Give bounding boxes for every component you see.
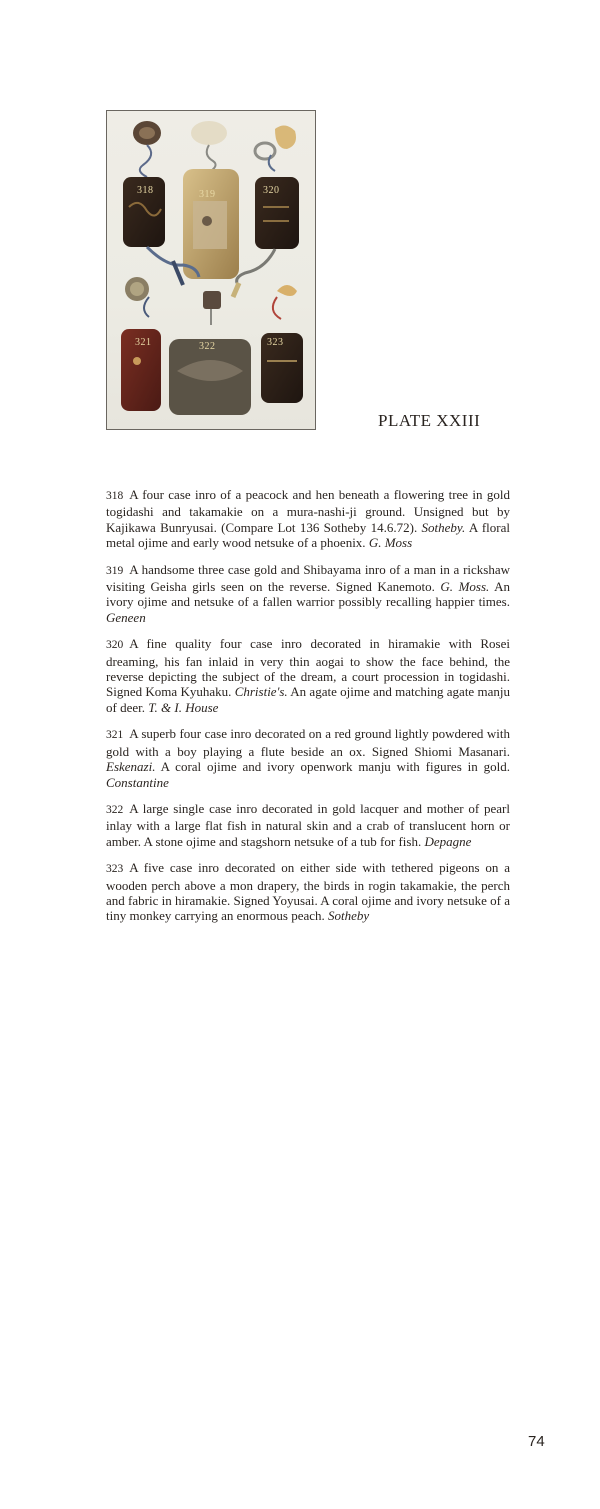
plate-photograph — [106, 110, 316, 430]
entry-text: A handsome three case gold and Shibayama inro of a man in a rickshaw visiting Geisha girls seen on the reverse. Signed Kanemoto. — [106, 561, 510, 595]
entry-text: A superb four case inro decorated on a red ground lightly powdered with gold with a boy playing a flute beside an ox. Signed Shiomi Masanari. — [106, 726, 510, 759]
plate-label-319: 319 — [199, 189, 216, 200]
inro-photo-illustration — [107, 111, 315, 429]
catalogue-entry-321 — [106, 726, 510, 790]
entry-text-continued: An ivory ojime and netsuke of a fallen warrior possibly recalling happier times. — [106, 579, 510, 610]
entry-source-second: T. & I. House — [148, 699, 219, 715]
plate-title: PLATE XXIII — [378, 411, 481, 430]
entry-number: 321 — [106, 729, 124, 742]
entry-text: A fine quality four case inro decorated in hiramakie with Rosei dreaming, his fan inlaid in very thin aogai to show the face behind, the reverse depicting the subject of the dream, a court procession in togidashi. Signed Koma Kyuhaku. — [106, 636, 510, 700]
entry-number: 319 — [106, 564, 124, 577]
entry-source: Christie's. — [234, 684, 288, 700]
catalogue-entry-318 — [106, 487, 510, 551]
entry-number: 323 — [106, 863, 124, 876]
catalogue-entries — [106, 487, 510, 935]
catalogue-entry-320 — [106, 636, 510, 715]
entry-source: Sotheby — [328, 908, 370, 924]
entry-text-continued: A coral ojime and ivory openwork manju with figures in gold. — [160, 759, 510, 775]
entry-source: Sotheby. — [421, 519, 466, 535]
plate-label-322: 322 — [199, 341, 216, 352]
entry-text: A four case inro of a peacock and hen beneath a flowering tree in gold togidashi and takamakie on a mura-nashi-ji ground. Unsigned but by Kajikawa Bunryusai. (Compare Lot 136 Sotheby 14.6.72). — [106, 487, 510, 535]
entry-text: A five case inro decorated on either side with tethered pigeons on a wooden perch above a mon drapery, the birds in rogin takamakie, the perch and fabric in hiramakie. Signed Yoyusai. A coral ojime and ivory netsuke of a tiny monkey carrying an enormous peach. — [106, 860, 510, 924]
entry-source-second: Constantine — [106, 774, 169, 790]
entry-source-second: Geneen — [106, 609, 146, 625]
plate-label-320: 320 — [263, 185, 280, 196]
plate-label-323: 323 — [267, 337, 284, 348]
plate-label-318: 318 — [137, 185, 154, 196]
entry-source: Depagne — [424, 833, 472, 849]
page-number: 74 — [528, 1433, 545, 1450]
entry-source-second: G. Moss — [368, 535, 413, 551]
entry-number: 322 — [106, 803, 124, 816]
entry-text-continued: A floral metal ojime and early wood netsuke of a phoenix. — [106, 519, 510, 551]
entry-text: A large single case inro decorated in gold lacquer and mother of pearl inlay with a large flat fish in natural skin and a crab of translucent horn or amber. A stone ojime and stagshorn netsuke of a tub for fish. — [106, 800, 510, 849]
catalogue-entry-319 — [106, 562, 510, 626]
catalogue-entry-323 — [106, 860, 510, 924]
entry-source: G. Moss. — [440, 579, 490, 595]
plate-label-321: 321 — [135, 337, 152, 348]
entry-text-continued: An agate ojime and matching agate manju of deer. — [106, 684, 510, 715]
entry-number: 320 — [106, 639, 124, 652]
entry-source: Eskenazi. — [106, 759, 156, 775]
catalogue-entry-322 — [106, 801, 510, 849]
entry-number: 318 — [106, 490, 124, 502]
